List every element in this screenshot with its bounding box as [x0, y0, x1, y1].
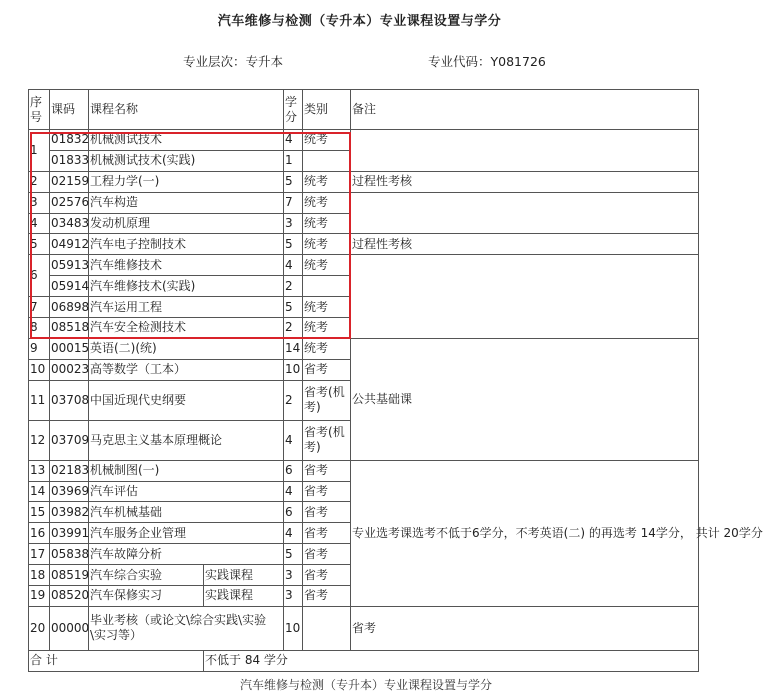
cell-seq: 12: [29, 420, 50, 460]
cell-type: 省考: [303, 359, 351, 380]
cell-seq: 8: [29, 318, 50, 339]
cell-code: 03709: [50, 420, 89, 460]
cell-type: 统考: [303, 318, 351, 339]
cell-name: 发动机原理: [89, 213, 284, 234]
cell-type: 省考(机考): [303, 420, 351, 460]
cell-code: 08518: [50, 318, 89, 339]
cell-code: 06898: [50, 297, 89, 318]
cell-code: 02159: [50, 171, 89, 192]
cell-name: 汽车机械基础: [89, 502, 284, 523]
cell-type: 统考: [303, 213, 351, 234]
cell-name: 汽车维修技术(实践): [89, 276, 284, 297]
cell-code: 01832: [50, 130, 89, 151]
major-level: 专业层次：专升本: [183, 54, 284, 69]
cell-remark: 省考: [351, 606, 699, 650]
cell-remark: [351, 130, 699, 172]
cell-type: 省考: [303, 481, 351, 502]
cell-credits: 2: [284, 380, 303, 420]
cell-code: 05913: [50, 255, 89, 276]
cell-remark: [351, 192, 699, 234]
cell-credits: 3: [284, 213, 303, 234]
cell-code: 03982: [50, 502, 89, 523]
cell-code: 05914: [50, 276, 89, 297]
table-row: [29, 338, 699, 359]
cell-name: 汽车保修实习: [89, 586, 204, 607]
cell-seq: 4: [29, 213, 50, 234]
cell-type: 统考: [303, 130, 351, 151]
cell-remark-elective: 专业选考课选考不低于6学分，不考英语(二) 的再选考 14学分， 共计 20学分: [351, 460, 699, 606]
cell-credits: 5: [284, 234, 303, 255]
cell-credits: 4: [284, 130, 303, 151]
cell-code: 01833: [50, 150, 89, 171]
cell-seq: 5: [29, 234, 50, 255]
cell-code: 08519: [50, 565, 89, 586]
table-row: [29, 192, 699, 213]
total-label: 合 计: [29, 650, 204, 671]
cell-code: 02183: [50, 460, 89, 481]
cell-name: 汽车构造: [89, 192, 284, 213]
total-row: [29, 650, 699, 671]
cell-seq: 10: [29, 359, 50, 380]
page-title: 汽车维修与检测（专升本）专业课程设置与学分: [217, 14, 502, 29]
cell-remark-public: 公共基础课: [351, 338, 699, 460]
cell-name: 高等数学（工本）: [89, 359, 284, 380]
cell-type: [303, 606, 351, 650]
table-row: [29, 255, 699, 276]
cell-code: 02576: [50, 192, 89, 213]
cell-name: 机械测试技术: [89, 130, 284, 151]
cell-credits: 10: [284, 359, 303, 380]
cell-code: 03991: [50, 523, 89, 544]
cell-seq: 6: [29, 255, 50, 297]
header-remark: 备注: [351, 90, 699, 130]
cell-name: 汽车综合实验: [89, 565, 204, 586]
cell-remark: 过程性考核: [351, 171, 699, 192]
table-row: [29, 234, 699, 255]
cell-credits: 4: [284, 420, 303, 460]
cell-seq: 13: [29, 460, 50, 481]
cell-code: 05838: [50, 544, 89, 565]
cell-seq: 17: [29, 544, 50, 565]
cell-credits: 5: [284, 544, 303, 565]
header-code: 课码: [50, 90, 89, 130]
cell-code: 03708: [50, 380, 89, 420]
cell-name: 汽车评估: [89, 481, 284, 502]
major-code: 专业代码：Y081726: [428, 54, 546, 69]
cell-seq: 11: [29, 380, 50, 420]
cell-credits: 2: [284, 276, 303, 297]
cell-credits: 6: [284, 460, 303, 481]
header-credits: 学分: [284, 90, 303, 130]
cell-type: 省考: [303, 565, 351, 586]
cell-type: 省考: [303, 586, 351, 607]
cell-type: 省考: [303, 523, 351, 544]
cell-type: [303, 150, 351, 171]
cell-seq: 7: [29, 297, 50, 318]
cell-credits: 4: [284, 481, 303, 502]
cell-extra: 实践课程: [204, 565, 284, 586]
table-row: [29, 460, 699, 481]
cell-credits: 5: [284, 297, 303, 318]
cell-type: 统考: [303, 234, 351, 255]
cell-name: 汽车电子控制技术: [89, 234, 284, 255]
next-title-cutoff: 汽车维修与检测（专升本）专业课程设置与学分: [240, 678, 493, 692]
cell-type: 省考: [303, 544, 351, 565]
cell-type: 省考: [303, 502, 351, 523]
cell-seq: 20: [29, 606, 50, 650]
cell-remark: [351, 255, 699, 339]
cell-credits: 4: [284, 255, 303, 276]
cell-seq: 15: [29, 502, 50, 523]
cell-type: 统考: [303, 338, 351, 359]
cell-code: 00023: [50, 359, 89, 380]
cell-type: 统考: [303, 297, 351, 318]
cell-name: 马克思主义基本原理概论: [89, 420, 284, 460]
cell-credits: 3: [284, 565, 303, 586]
header-seq: 序号: [29, 90, 50, 130]
cell-seq: 19: [29, 586, 50, 607]
cell-credits: 2: [284, 318, 303, 339]
cell-code: 08520: [50, 586, 89, 607]
cell-name: 汽车服务企业管理: [89, 523, 284, 544]
table-row: [29, 130, 699, 151]
cell-name: 汽车维修技术: [89, 255, 284, 276]
cell-credits: 5: [284, 171, 303, 192]
cell-credits: 7: [284, 192, 303, 213]
cell-name: 英语(二)(统): [89, 338, 284, 359]
cell-name: 毕业考核（或论文\综合实践\实验\实习等）: [89, 606, 284, 650]
cell-name: 机械测试技术(实践): [89, 150, 284, 171]
cell-credits: 3: [284, 586, 303, 607]
cell-name: 汽车安全检测技术: [89, 318, 284, 339]
cell-code: 00015: [50, 338, 89, 359]
table-row: [29, 606, 699, 650]
cell-type: 统考: [303, 171, 351, 192]
cell-extra: 实践课程: [204, 586, 284, 607]
cell-seq: 1: [29, 130, 50, 172]
table-row: [29, 171, 699, 192]
cell-credits: 1: [284, 150, 303, 171]
cell-code: 03969: [50, 481, 89, 502]
course-table: [28, 89, 763, 672]
cell-name: 机械制图(一): [89, 460, 284, 481]
cell-seq: 9: [29, 338, 50, 359]
cell-code: 00000: [50, 606, 89, 650]
cell-seq: 16: [29, 523, 50, 544]
cell-code: 03483: [50, 213, 89, 234]
cell-type: 统考: [303, 255, 351, 276]
total-value: 不低于 84 学分: [204, 650, 699, 671]
cell-name: 工程力学(一): [89, 171, 284, 192]
cell-name: 中国近现代史纲要: [89, 380, 284, 420]
cell-type: 统考: [303, 192, 351, 213]
cell-name: 汽车运用工程: [89, 297, 284, 318]
cell-type: [303, 276, 351, 297]
cell-credits: 4: [284, 523, 303, 544]
cell-name: 汽车故障分析: [89, 544, 284, 565]
table-header-row: [29, 90, 699, 130]
cell-seq: 2: [29, 171, 50, 192]
cell-seq: 14: [29, 481, 50, 502]
header-type: 类别: [303, 90, 351, 130]
cell-remark: 过程性考核: [351, 234, 699, 255]
cell-credits: 6: [284, 502, 303, 523]
cell-credits: 14: [284, 338, 303, 359]
cell-seq: 18: [29, 565, 50, 586]
cell-seq: 3: [29, 192, 50, 213]
header-name: 课程名称: [89, 90, 284, 130]
cell-type: 省考: [303, 460, 351, 481]
cell-code: 04912: [50, 234, 89, 255]
cell-type: 省考(机考): [303, 380, 351, 420]
cell-credits: 10: [284, 606, 303, 650]
